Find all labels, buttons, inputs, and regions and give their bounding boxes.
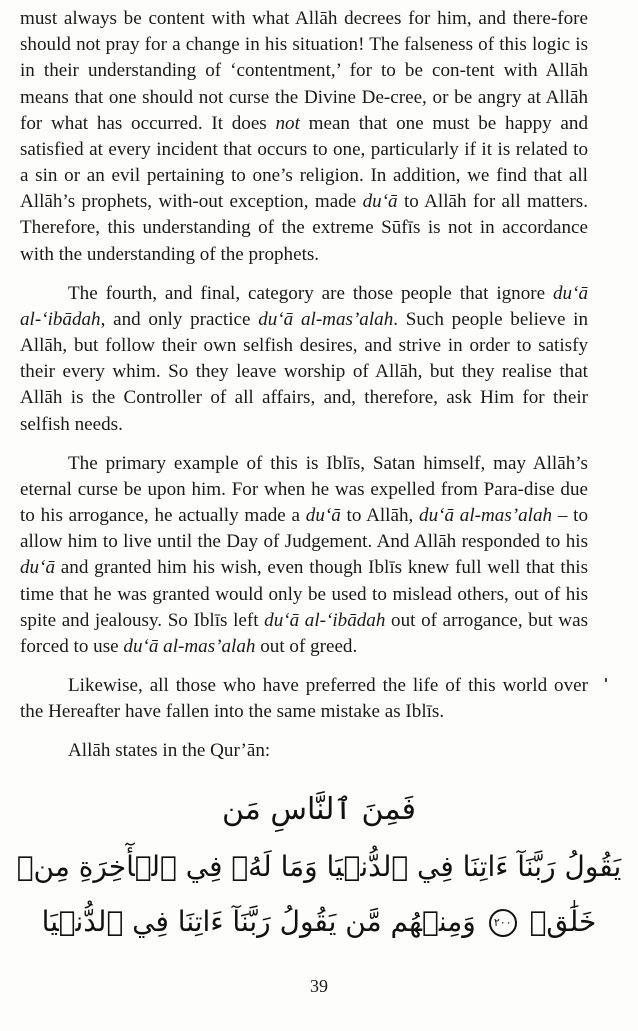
print-speck: [605, 678, 607, 682]
text-run: – to allow him to live until the Day of Judgement. And Allāh responded to his: [20, 505, 589, 553]
text-run: out of greed.: [255, 635, 358, 657]
text-run: , and only practice: [100, 308, 259, 330]
text-run: Allāh states in the Qur’ān:: [68, 740, 271, 762]
text-run: to Allāh,: [340, 505, 420, 527]
italic-term: du‘ā al-mas’alah: [258, 308, 394, 330]
text-run: . Such people believe in Allāh, but follow their own selfish desires, and strive in order to satisfy their every whim. So they leave worship of Allāh, but they realise that Allāh is the Controller of all affairs, and, therefore, ask Him for their selfish needs.: [20, 308, 588, 435]
quran-verse-line-1: فَمِنَ ٱلنَّاسِ مَن: [221, 792, 417, 827]
italic-term: du‘ā al-‘ibādah: [264, 609, 386, 631]
italic-term: du‘ā: [20, 557, 55, 579]
paragraph-5: [20, 738, 588, 764]
verse-text: وَمِنۡهُم مَّن يَقُولُ رَبَّنَآ ءَاتِنَا فِي ٱلدُّنۡيَا: [41, 905, 476, 938]
text-run: must always be content with what Allāh decrees for him, and there-fore should not pray for a change in his situation! The falseness of this logic is in their understanding of ‘contentment,’ for to be con-tent with Allāh means that one should not curse the Divine De-cree, or be angry at Allāh for what has occurred. It does: [20, 8, 588, 134]
paragraph-3: [20, 451, 588, 660]
italic-term: du‘ā: [305, 505, 341, 527]
text-run: out of arrogance, but was forced to use: [20, 609, 588, 657]
italic-term: not: [275, 112, 300, 134]
italic-term: du‘ā al-mas’alah: [123, 635, 256, 657]
italic-term: du‘ā al-mas’alah: [419, 505, 553, 527]
paragraph-4: [20, 673, 588, 725]
text-run: mean that one must be happy and satisfied at every incident that occurs to one, particularly if it is related to a sin or an evil pertaining to one’s religion. In addition, we find that all Allāh’s prophets, with-out exception, made: [20, 112, 588, 213]
text-run: The primary example of this is Iblīs, Satan himself, may Allāh’s eternal curse be upon him. For when he was expelled from Para-dise due to his arrogance, he actually made a: [20, 452, 588, 527]
page-number: 39: [310, 976, 328, 996]
quran-verse-line-2: يَقُولُ رَبَّنَآ ءَاتِنَا فِي ٱلدُّنۡيَا وَمَا لَهُۥ فِي ٱلۡأٓخِرَةِ مِنۡ: [16, 850, 622, 883]
text-run: to Allāh for all matters. Therefore, this understanding of the extreme Sūfīs is not in accordance with the understanding of the prophets.: [20, 191, 588, 265]
text-run: The fourth, and final, category are those people that ignore: [68, 282, 553, 304]
body-text: [20, 6, 588, 778]
paragraph-2: [20, 281, 588, 438]
text-run: and granted him his wish, even though Iblīs knew full well that this time that he was granted would only be used to mislead others, out of his spite and jealousy. So Iblīs left: [20, 557, 588, 631]
ayah-number-marker: ٢٠٠: [489, 909, 517, 937]
italic-term: du‘ā: [362, 191, 398, 213]
verse-word: خَلَٰقٖ: [529, 905, 597, 938]
paragraph-1: [20, 6, 588, 268]
quran-verse-line-3: [0, 905, 638, 938]
italic-term: du‘ā al-‘ibādah: [20, 282, 588, 330]
text-run: Likewise, all those who have preferred the life of this world over the Hereafter have fallen into the same mistake as Iblīs.: [20, 675, 588, 723]
